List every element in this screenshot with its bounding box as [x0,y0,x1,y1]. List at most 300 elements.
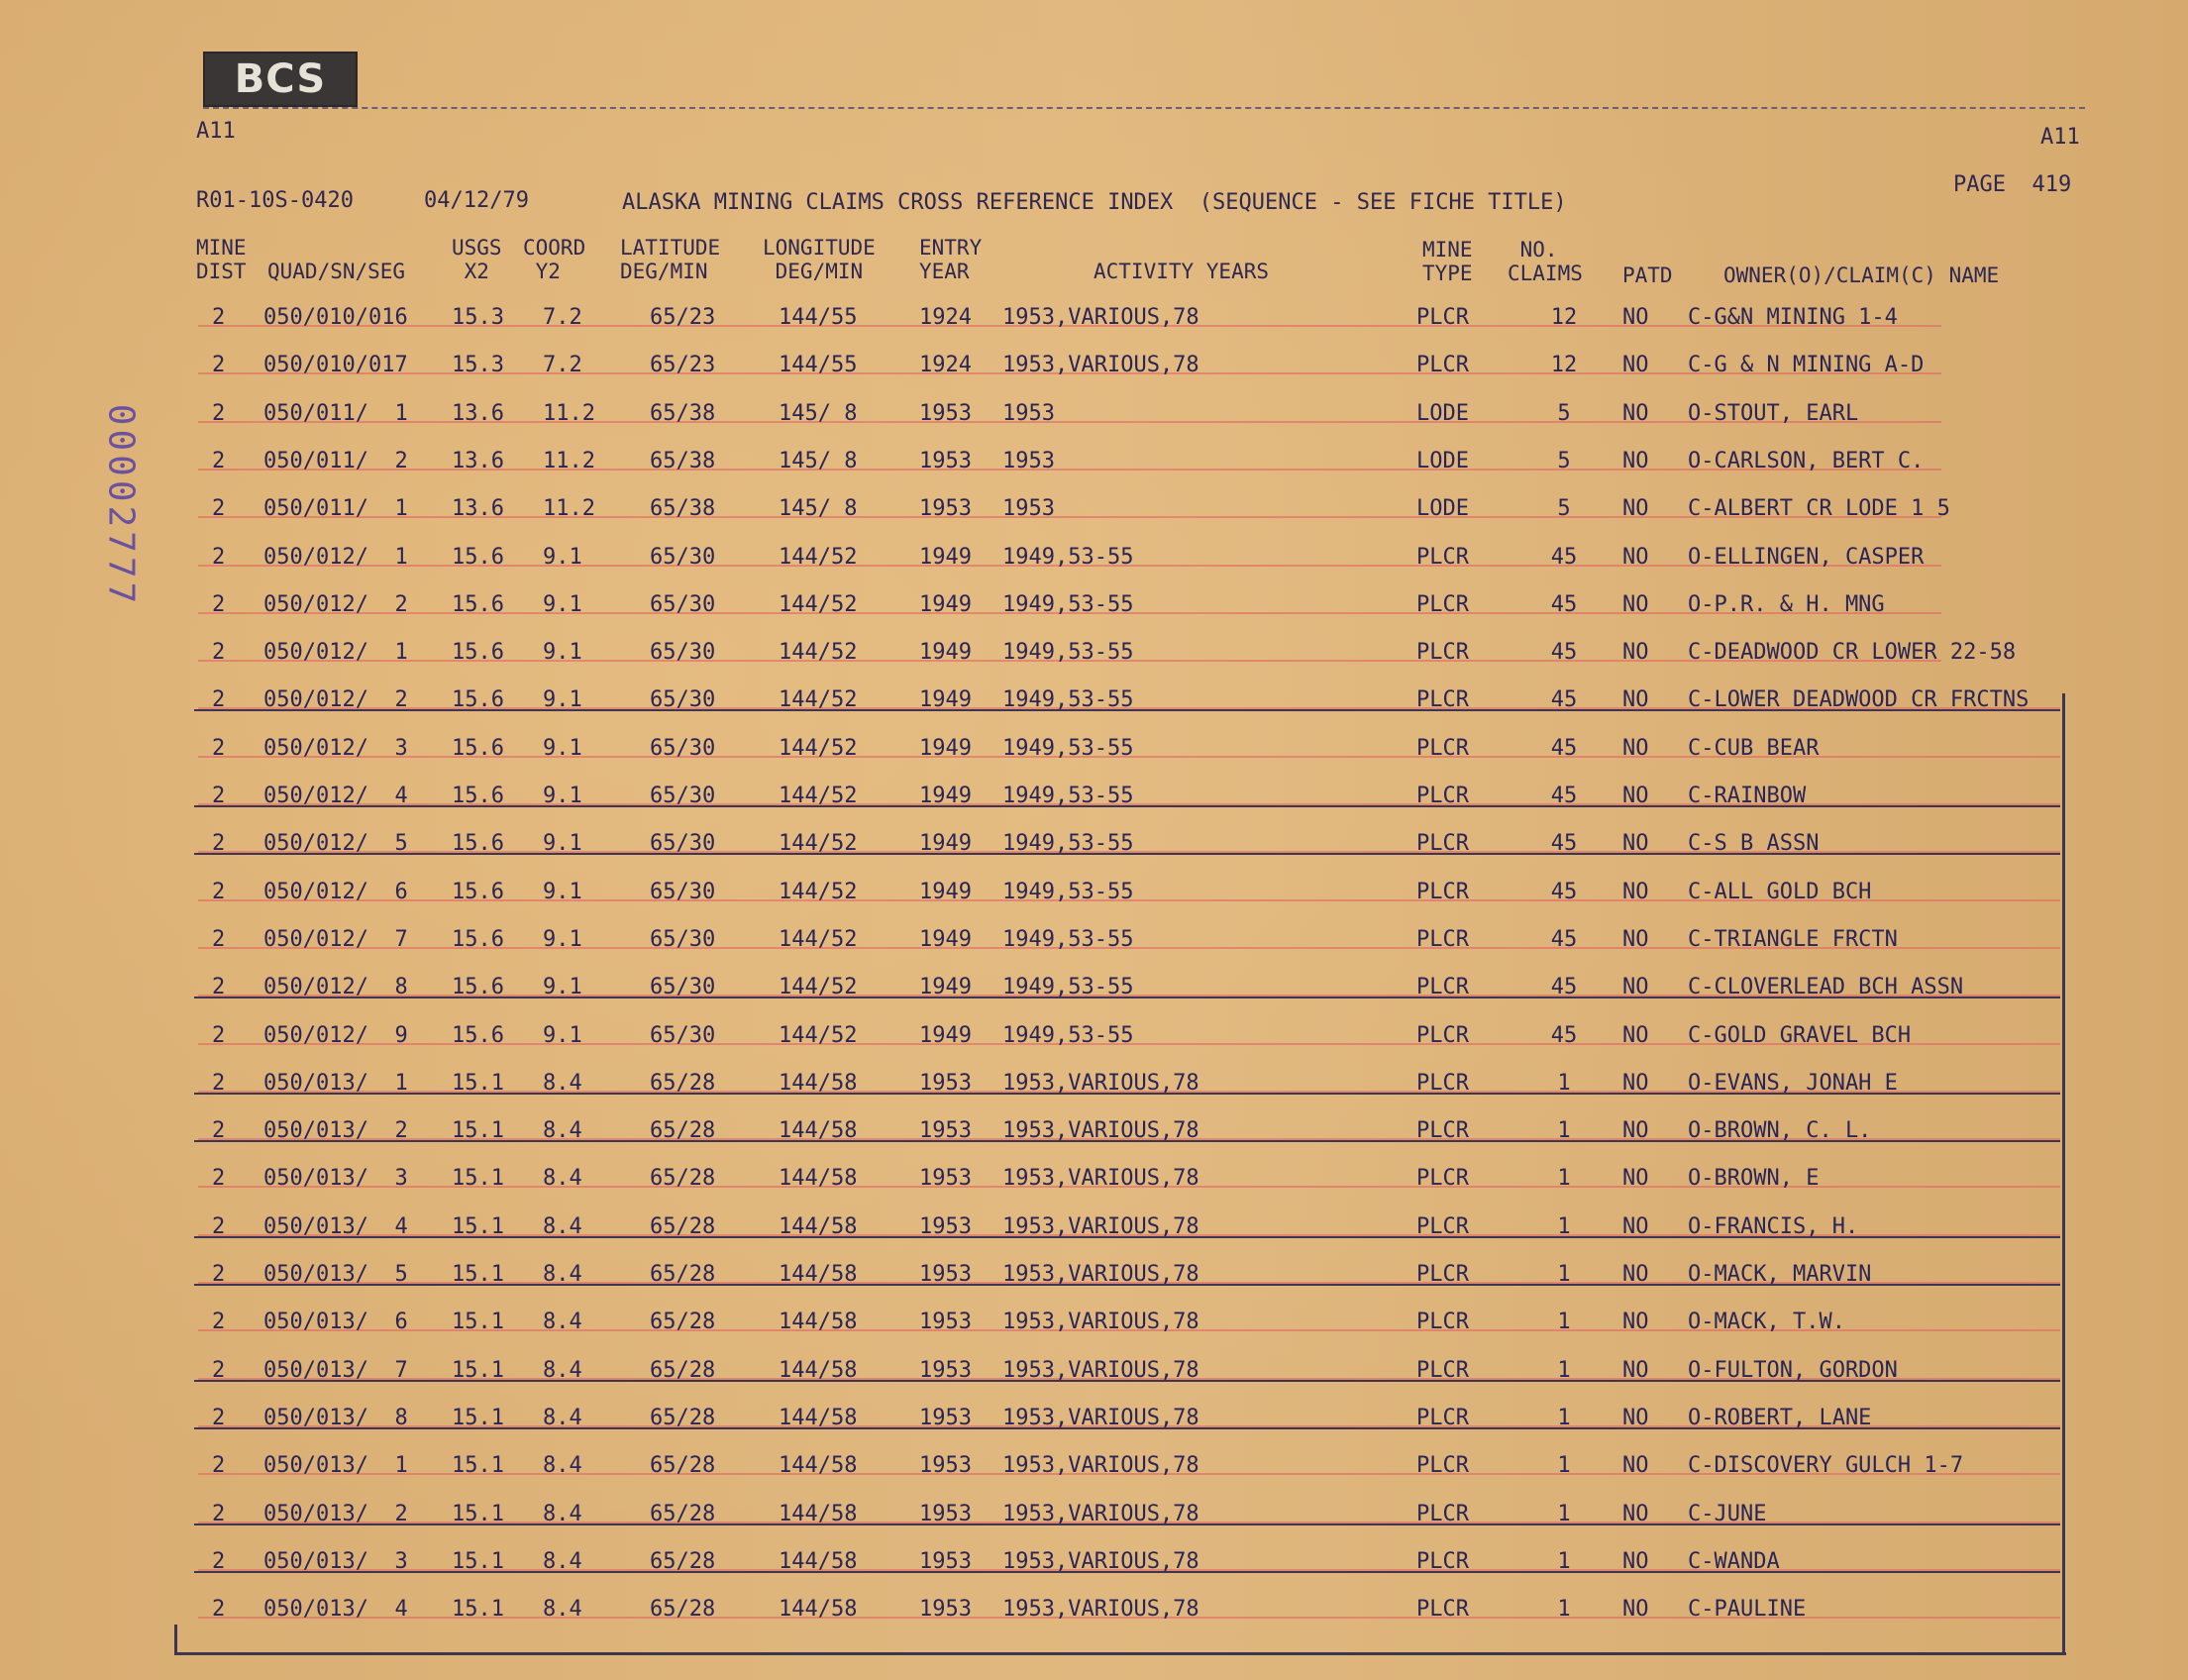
cell-x2: 15.6 [452,640,504,666]
cell-claims: 1 [1557,1166,1571,1192]
cell-lat: 65/38 [650,400,716,426]
cell-patd: NO [1622,879,1649,904]
cell-lon: 144/58 [779,1405,858,1430]
cell-x2: 15.1 [452,1405,504,1430]
cell-claims: 1 [1557,1310,1571,1335]
cell-dist: 2 [212,353,226,378]
report-title: ALASKA MINING CLAIMS CROSS REFERENCE INDEX (SEQUENCE - SEE FICHE TITLE) [622,190,1567,215]
cell-lon: 144/58 [779,1118,858,1144]
row-strike-line [194,1284,2060,1286]
cell-lon: 144/58 [779,1501,858,1526]
cell-lat: 65/30 [650,784,716,808]
cell-claims: 45 [1550,591,1578,617]
cell-lat: 65/28 [650,1118,716,1144]
cell-y2: 8.4 [543,1310,582,1335]
cell-x2: 15.6 [452,591,504,617]
cell-entry: 1949 [919,784,972,808]
cell-type: PLCR [1416,1022,1469,1048]
row-strike-line [194,709,2060,711]
row-strike-line [194,1571,2060,1573]
cell-type: PLCR [1416,687,1469,713]
row-strike-line [194,1427,2060,1429]
cell-lat: 65/30 [650,879,716,904]
cell-dist: 2 [212,640,226,666]
cell-entry: 1953 [919,1118,972,1144]
cell-type: PLCR [1416,1166,1469,1192]
table-row [0,1549,2188,1589]
cell-lat: 65/38 [650,496,716,522]
table-row [0,1453,2188,1493]
col-header-owner: OWNER(O)/CLAIM(C) NAME [1723,263,2000,287]
cell-name: C-ALL GOLD BCH [1688,879,1872,904]
cell-lon: 144/52 [779,544,858,570]
cell-name: O-BROWN, E [1688,1166,1820,1192]
cell-quad: 050/013/ 5 [263,1262,408,1287]
cell-type: PLCR [1416,1597,1469,1623]
cell-type: PLCR [1416,1548,1469,1574]
cell-type: PLCR [1416,591,1469,617]
cell-quad: 050/012/ 1 [263,544,408,570]
cell-x2: 13.6 [452,496,504,522]
col-header-patd: PATD [1622,263,1673,287]
cell-x2: 15.3 [452,353,504,378]
cell-y2: 8.4 [543,1357,582,1383]
cell-dist: 2 [212,1310,226,1335]
cell-y2: 9.1 [543,687,582,713]
cell-entry: 1953 [919,1213,972,1239]
cell-lat: 65/28 [650,1166,716,1192]
cell-activity: 1953,VARIOUS,78 [1002,1597,1199,1623]
cell-lat: 65/28 [650,1310,716,1335]
cell-patd: NO [1622,1405,1649,1430]
cell-dist: 2 [212,687,226,713]
cell-claims: 1 [1557,1118,1571,1144]
table-row [0,736,2188,776]
cell-x2: 15.1 [452,1310,504,1335]
cell-activity: 1949,53-55 [1002,544,1134,570]
cell-patd: NO [1622,305,1649,330]
cell-dist: 2 [212,448,226,473]
cell-name: O-EVANS, JONAH E [1688,1070,1898,1096]
cell-activity: 1949,53-55 [1002,831,1134,857]
table-row [0,1166,2188,1206]
page-number: PAGE 419 [1953,172,2072,197]
cell-type: LODE [1416,448,1469,473]
cell-patd: NO [1622,735,1649,761]
row-strike-line [194,997,2060,998]
cell-lon: 145/ 8 [779,496,858,522]
cell-name: O-P.R. & H. MNG [1688,591,1885,617]
cell-name: O-CARLSON, BERT C. [1688,448,1925,473]
cell-lat: 65/30 [650,1022,716,1048]
cell-claims: 5 [1557,448,1571,473]
table-row [0,1214,2188,1254]
cell-name: C-CUB BEAR [1688,735,1820,761]
cell-x2: 15.3 [452,305,504,330]
row-strike-line [194,805,2060,807]
row-strike-line [194,1380,2060,1382]
cell-dist: 2 [212,1501,226,1526]
cell-quad: 050/013/ 6 [263,1310,408,1335]
cell-dist: 2 [212,1548,226,1574]
cell-lon: 144/52 [779,735,858,761]
cell-activity: 1949,53-55 [1002,640,1134,666]
cell-x2: 15.6 [452,784,504,808]
cell-type: PLCR [1416,1118,1469,1144]
col-header-mine-type: MINE TYPE [1422,238,1473,285]
cell-dist: 2 [212,1262,226,1287]
cell-lat: 65/38 [650,448,716,473]
cell-quad: 050/012/ 7 [263,926,408,952]
cell-activity: 1949,53-55 [1002,879,1134,904]
cell-entry: 1953 [919,1597,972,1623]
cell-x2: 15.1 [452,1597,504,1623]
cell-lon: 144/58 [779,1166,858,1192]
table-row [0,927,2188,967]
cell-claims: 5 [1557,496,1571,522]
table-row [0,640,2188,680]
col-header-mine-dist: MINE DIST [196,236,247,283]
cell-dist: 2 [212,735,226,761]
row-strike-line [194,1523,2060,1525]
side-stamp-text: 00002777 [100,403,142,608]
col-header-coord: COORD Y2 [523,236,586,283]
cell-dist: 2 [212,1597,226,1623]
cell-patd: NO [1622,1501,1649,1526]
cell-quad: 050/012/ 4 [263,784,408,808]
cell-entry: 1953 [919,1501,972,1526]
cell-entry: 1953 [919,1453,972,1479]
cell-lat: 65/28 [650,1357,716,1383]
cell-x2: 15.6 [452,975,504,1000]
cell-y2: 8.4 [543,1453,582,1479]
cell-patd: NO [1622,1357,1649,1383]
table-row [0,975,2188,1014]
cell-claims: 45 [1550,831,1578,857]
cell-entry: 1949 [919,735,972,761]
cell-entry: 1949 [919,687,972,713]
cell-type: PLCR [1416,544,1469,570]
cell-quad: 050/012/ 3 [263,735,408,761]
cell-lat: 65/30 [650,975,716,1000]
cell-quad: 050/013/ 2 [263,1501,408,1526]
cell-type: PLCR [1416,305,1469,330]
cell-quad: 050/013/ 4 [263,1213,408,1239]
cell-y2: 9.1 [543,784,582,808]
cell-claims: 1 [1557,1357,1571,1383]
cell-name: C-PAULINE [1688,1597,1807,1623]
cell-lon: 144/52 [779,784,858,808]
cell-patd: NO [1622,544,1649,570]
cell-y2: 8.4 [543,1118,582,1144]
cell-claims: 1 [1557,1597,1571,1623]
table-row [0,1071,2188,1110]
table-row [0,496,2188,536]
cell-x2: 15.1 [452,1166,504,1192]
cell-name: O-STOUT, EARL [1688,400,1859,426]
table-row [0,592,2188,632]
cell-y2: 9.1 [543,926,582,952]
cell-y2: 8.4 [543,1501,582,1526]
cell-entry: 1953 [919,400,972,426]
cell-name: C-LOWER DEADWOOD CR FRCTNS [1688,687,2030,713]
cell-type: LODE [1416,496,1469,522]
cell-entry: 1949 [919,1022,972,1048]
cell-lat: 65/30 [650,640,716,666]
cell-entry: 1953 [919,496,972,522]
cell-type: PLCR [1416,1310,1469,1335]
cell-activity: 1953,VARIOUS,78 [1002,1213,1199,1239]
table-row [0,1023,2188,1063]
cell-claims: 45 [1550,926,1578,952]
cell-entry: 1924 [919,305,972,330]
cell-name: O-MACK, T.W. [1688,1310,1845,1335]
cell-name: O-FRANCIS, H. [1688,1213,1859,1239]
cell-type: PLCR [1416,353,1469,378]
cell-x2: 15.6 [452,1022,504,1048]
cell-claims: 45 [1550,879,1578,904]
cell-type: PLCR [1416,784,1469,808]
cell-y2: 7.2 [543,353,582,378]
cell-dist: 2 [212,879,226,904]
cell-quad: 050/013/ 1 [263,1070,408,1096]
cell-claims: 45 [1550,975,1578,1000]
cell-name: C-RAINBOW [1688,784,1807,808]
cell-entry: 1949 [919,926,972,952]
cell-name: C-JUNE [1688,1501,1767,1526]
cell-type: PLCR [1416,1262,1469,1287]
cell-lon: 144/58 [779,1213,858,1239]
cell-patd: NO [1622,640,1649,666]
cell-claims: 45 [1550,1022,1578,1048]
cell-name: C-TRIANGLE FRCTN [1688,926,1898,952]
cell-name: O-ELLINGEN, CASPER [1688,544,1925,570]
report-id: R01-10S-0420 [196,188,354,213]
cell-activity: 1953,VARIOUS,78 [1002,1453,1199,1479]
cell-dist: 2 [212,784,226,808]
cell-patd: NO [1622,496,1649,522]
cell-lon: 144/52 [779,640,858,666]
cell-lon: 144/52 [779,975,858,1000]
cell-patd: NO [1622,1310,1649,1335]
cell-x2: 15.1 [452,1501,504,1526]
cell-lon: 144/58 [779,1597,858,1623]
cell-y2: 8.4 [543,1262,582,1287]
cell-type: LODE [1416,400,1469,426]
report-date: 04/12/79 [424,188,529,213]
cell-quad: 050/011/ 2 [263,448,408,473]
cell-activity: 1953,VARIOUS,78 [1002,353,1199,378]
cell-dist: 2 [212,1070,226,1096]
cell-activity: 1953,VARIOUS,78 [1002,305,1199,330]
cell-x2: 13.6 [452,448,504,473]
cell-dist: 2 [212,1118,226,1144]
row-strike-line [194,1236,2060,1238]
cell-claims: 12 [1550,305,1578,330]
cell-lat: 65/28 [650,1548,716,1574]
cell-claims: 1 [1557,1070,1571,1096]
cell-lat: 65/23 [650,353,716,378]
cell-claims: 1 [1557,1262,1571,1287]
corner-code-left: A11 [196,119,236,144]
table-row [0,831,2188,871]
col-header-latitude: LATITUDE DEG/MIN [620,236,721,283]
cell-entry: 1924 [919,353,972,378]
cell-type: PLCR [1416,1070,1469,1096]
cell-y2: 11.2 [543,448,595,473]
cell-name: C-CLOVERLEAD BCH ASSN [1688,975,1964,1000]
cell-type: PLCR [1416,640,1469,666]
col-header-entry: ENTRY YEAR [919,236,983,283]
cell-name: C-G&N MINING 1-4 [1688,305,1898,330]
cell-patd: NO [1622,353,1649,378]
cell-patd: NO [1622,831,1649,857]
cell-y2: 11.2 [543,496,595,522]
bcs-logo: BCS [203,52,358,107]
cell-x2: 15.6 [452,544,504,570]
cell-activity: 1953,VARIOUS,78 [1002,1357,1199,1383]
cell-claims: 1 [1557,1405,1571,1430]
cell-type: PLCR [1416,1405,1469,1430]
cell-lat: 65/28 [650,1405,716,1430]
cell-patd: NO [1622,1118,1649,1144]
cell-entry: 1949 [919,640,972,666]
cell-claims: 12 [1550,353,1578,378]
cell-entry: 1949 [919,879,972,904]
cell-entry: 1953 [919,1357,972,1383]
cell-quad: 050/010/016 [263,305,408,330]
cell-activity: 1953 [1002,448,1055,473]
cell-quad: 050/012/ 6 [263,879,408,904]
perforation-line [203,107,2085,109]
cell-activity: 1949,53-55 [1002,687,1134,713]
cell-patd: NO [1622,1453,1649,1479]
form-bottom-border [174,1652,2066,1655]
cell-activity: 1953,VARIOUS,78 [1002,1501,1199,1526]
cell-x2: 15.1 [452,1213,504,1239]
cell-y2: 9.1 [543,975,582,1000]
cell-lat: 65/23 [650,305,716,330]
cell-lon: 144/58 [779,1262,858,1287]
cell-dist: 2 [212,400,226,426]
table-row [0,1502,2188,1541]
cell-quad: 050/013/ 7 [263,1357,408,1383]
cell-name: C-DEADWOOD CR LOWER 22-58 [1688,640,2017,666]
cell-claims: 1 [1557,1548,1571,1574]
cell-quad: 050/013/ 2 [263,1118,408,1144]
table-row [0,1597,2188,1636]
cell-dist: 2 [212,1453,226,1479]
cell-dist: 2 [212,1166,226,1192]
cell-claims: 45 [1550,544,1578,570]
cell-activity: 1953 [1002,400,1055,426]
cell-x2: 15.6 [452,687,504,713]
cell-quad: 050/013/ 4 [263,1597,408,1623]
cell-lat: 65/30 [650,687,716,713]
cell-x2: 15.6 [452,735,504,761]
cell-patd: NO [1622,1262,1649,1287]
cell-lon: 144/52 [779,831,858,857]
cell-y2: 11.2 [543,400,595,426]
cell-dist: 2 [212,496,226,522]
cell-lat: 65/28 [650,1262,716,1287]
cell-lat: 65/28 [650,1501,716,1526]
cell-claims: 1 [1557,1501,1571,1526]
cell-y2: 8.4 [543,1548,582,1574]
cell-quad: 050/012/ 1 [263,640,408,666]
cell-lon: 144/52 [779,879,858,904]
table-row [0,545,2188,584]
cell-dist: 2 [212,1022,226,1048]
cell-lon: 144/52 [779,687,858,713]
cell-name: C-G & N MINING A-D [1688,353,1925,378]
cell-lon: 144/58 [779,1310,858,1335]
cell-claims: 45 [1550,640,1578,666]
cell-activity: 1953,VARIOUS,78 [1002,1405,1199,1430]
cell-claims: 1 [1557,1453,1571,1479]
cell-quad: 050/012/ 2 [263,591,408,617]
cell-patd: NO [1622,1070,1649,1096]
cell-x2: 13.6 [452,400,504,426]
cell-lon: 144/52 [779,926,858,952]
cell-activity: 1949,53-55 [1002,784,1134,808]
table-row [0,1310,2188,1349]
cell-entry: 1953 [919,1310,972,1335]
row-strike-line [194,1093,2060,1095]
cell-dist: 2 [212,544,226,570]
cell-y2: 9.1 [543,831,582,857]
cell-dist: 2 [212,975,226,1000]
cell-name: C-GOLD GRAVEL BCH [1688,1022,1912,1048]
cell-y2: 8.4 [543,1213,582,1239]
cell-y2: 8.4 [543,1405,582,1430]
cell-y2: 8.4 [543,1597,582,1623]
cell-patd: NO [1622,687,1649,713]
cell-quad: 050/013/ 3 [263,1548,408,1574]
cell-y2: 9.1 [543,591,582,617]
cell-dist: 2 [212,926,226,952]
cell-lon: 145/ 8 [779,448,858,473]
cell-dist: 2 [212,1405,226,1430]
cell-lat: 65/30 [650,735,716,761]
cell-lon: 145/ 8 [779,400,858,426]
cell-name: C-S B ASSN [1688,831,1820,857]
cell-claims: 45 [1550,784,1578,808]
cell-activity: 1953,VARIOUS,78 [1002,1310,1199,1335]
cell-entry: 1953 [919,1262,972,1287]
cell-x2: 15.1 [452,1453,504,1479]
cell-y2: 9.1 [543,879,582,904]
cell-dist: 2 [212,831,226,857]
table-row [0,687,2188,727]
table-row [0,401,2188,441]
cell-entry: 1949 [919,544,972,570]
cell-entry: 1953 [919,1548,972,1574]
cell-type: PLCR [1416,1357,1469,1383]
cell-patd: NO [1622,1597,1649,1623]
cell-patd: NO [1622,784,1649,808]
cell-y2: 8.4 [543,1070,582,1096]
cell-dist: 2 [212,591,226,617]
table-row [0,880,2188,919]
cell-patd: NO [1622,448,1649,473]
table-row [0,1406,2188,1445]
cell-type: PLCR [1416,735,1469,761]
cell-x2: 15.6 [452,879,504,904]
cell-activity: 1949,53-55 [1002,926,1134,952]
cell-entry: 1953 [919,1070,972,1096]
cell-lat: 65/28 [650,1213,716,1239]
